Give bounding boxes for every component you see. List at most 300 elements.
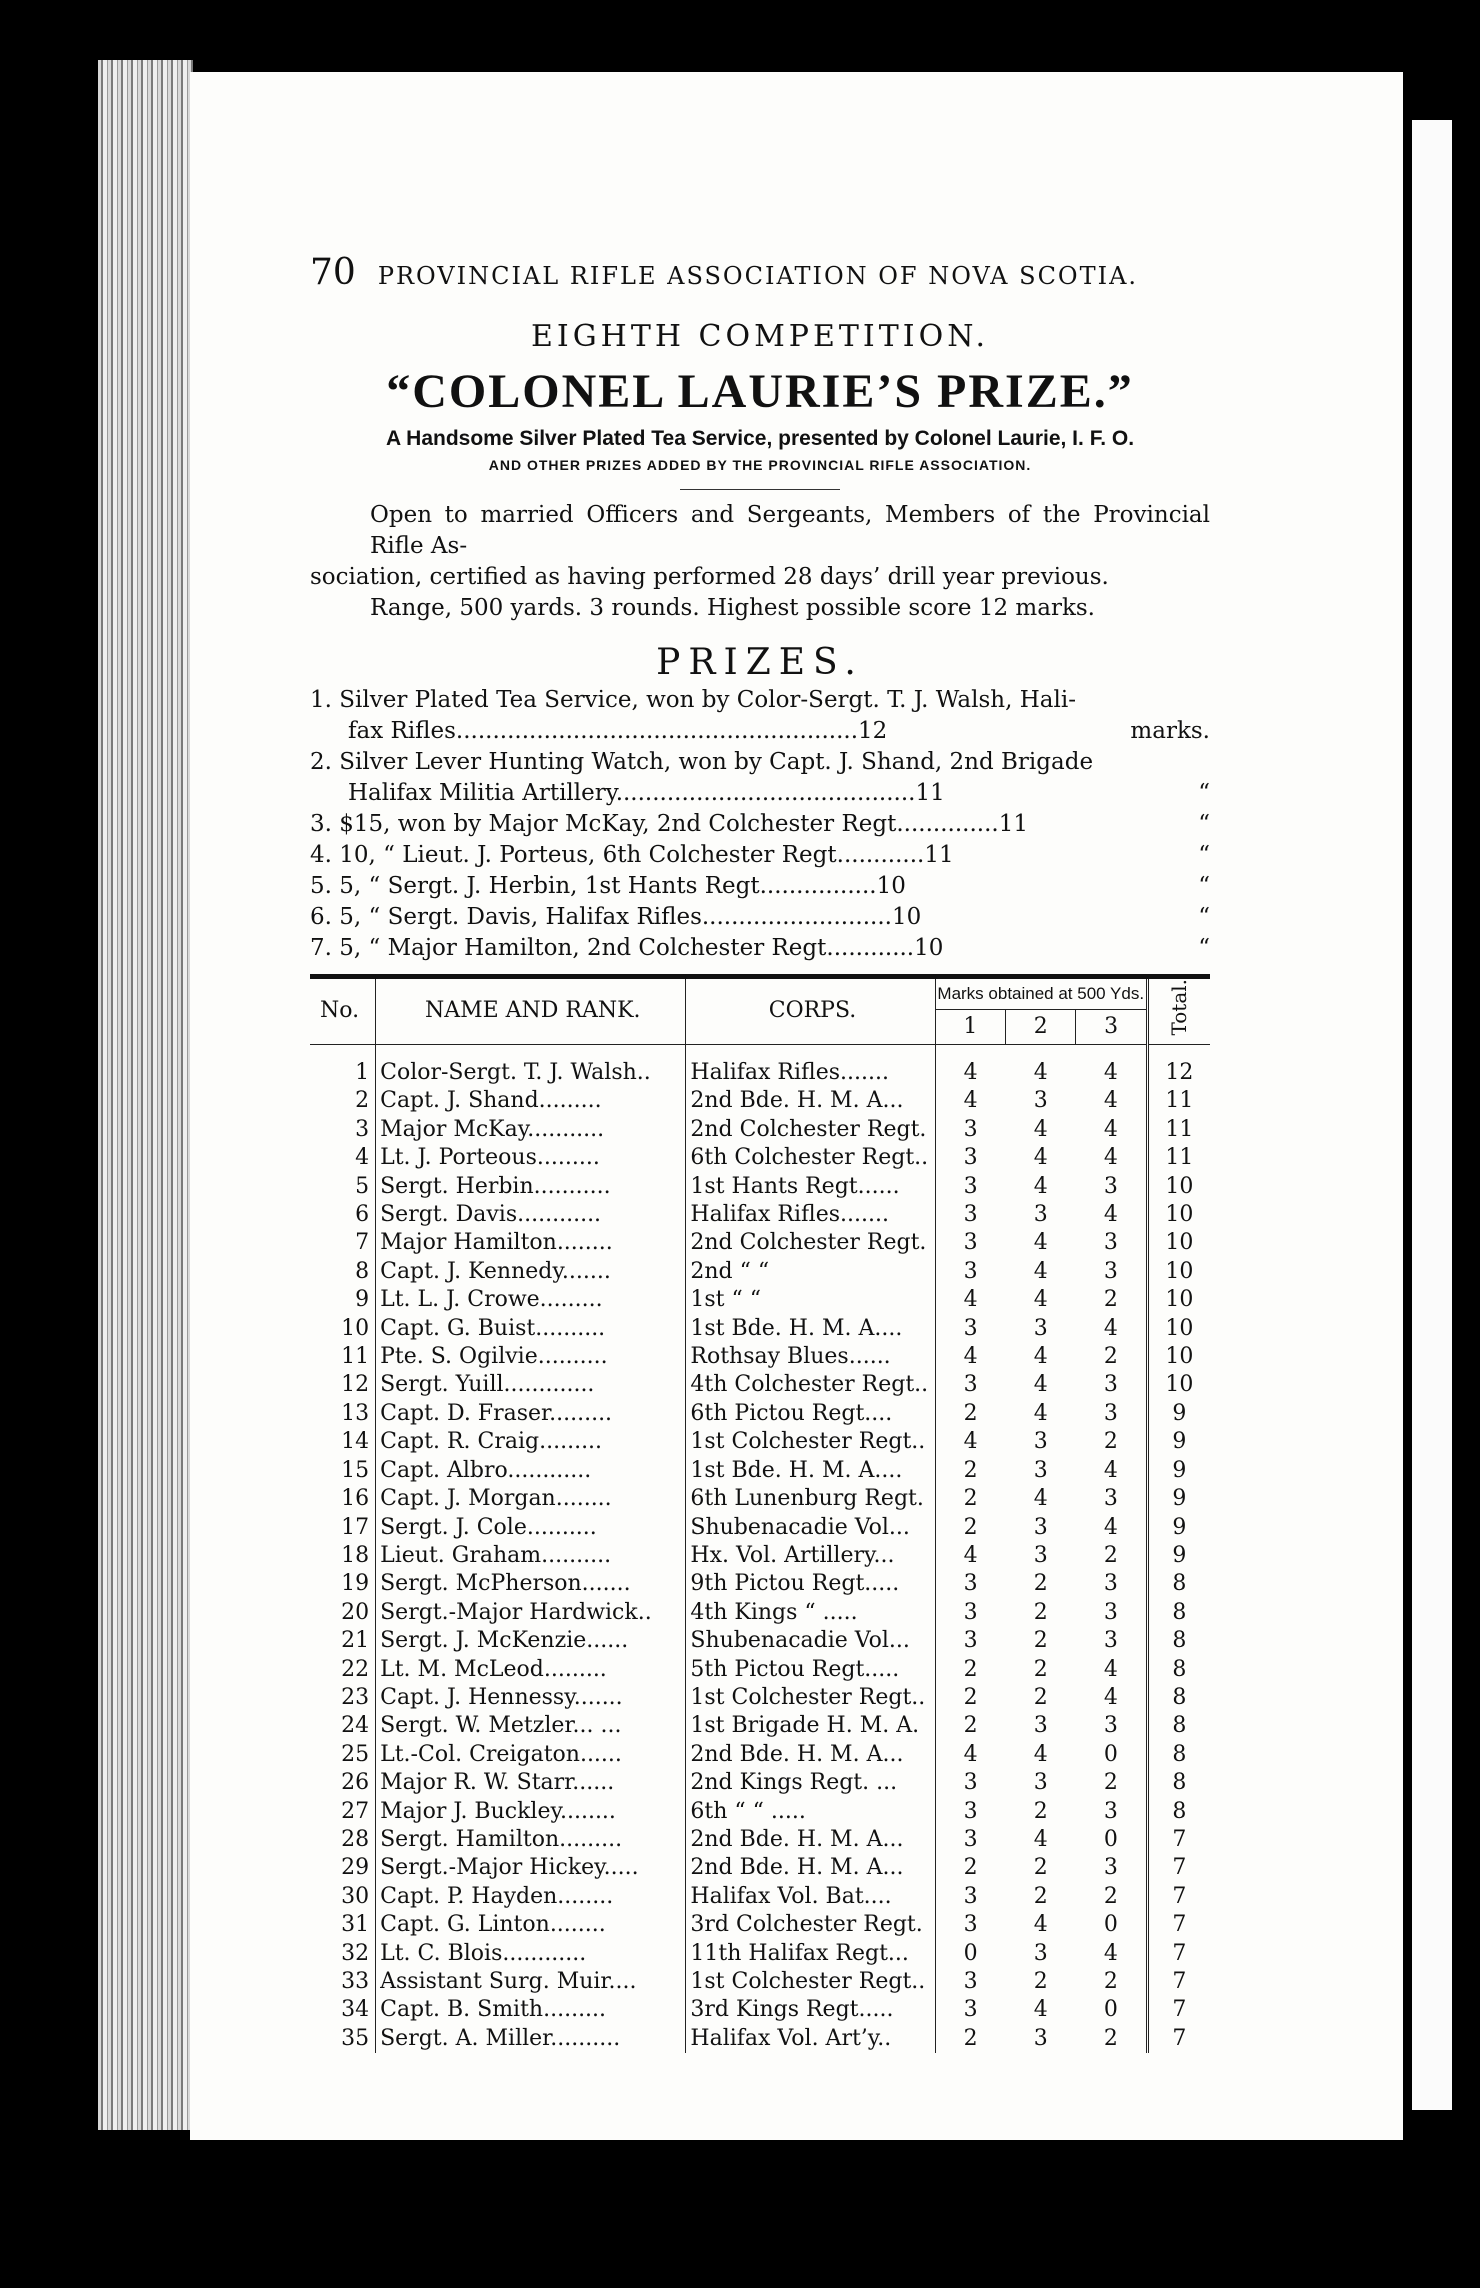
competitor-corps: 4th Colchester Regt.. xyxy=(686,1371,935,1399)
round-3-score: 4 xyxy=(1103,1145,1118,1171)
round-2-score: 3 xyxy=(1033,1457,1048,1483)
competitor-name: Major J. Buckley........ xyxy=(376,1798,686,1826)
row-number: 9 xyxy=(310,1286,376,1314)
competitor-corps: 1st “ “ xyxy=(686,1286,935,1314)
scores-body xyxy=(310,1045,1210,2054)
round-2-score: 4 xyxy=(1033,1741,1048,1767)
scores-table xyxy=(310,979,1210,2053)
row-number: 1 xyxy=(310,1045,376,1088)
table-row xyxy=(310,1229,1210,1257)
round-1-score: 3 xyxy=(963,1883,978,1909)
total-score: 9 xyxy=(1147,1428,1210,1456)
round-3-score: 4 xyxy=(1103,1315,1118,1341)
round-3-score: 3 xyxy=(1103,1713,1118,1739)
round-1-score: 2 xyxy=(963,1457,978,1483)
round-2-score: 4 xyxy=(1033,1258,1048,1284)
prize-line: 3. $15, won by Major McKay, 2nd Colchester Regt..............11 “ xyxy=(310,811,1210,837)
competitor-corps: Hx. Vol. Artillery... xyxy=(686,1542,935,1570)
competitor-corps: 1st Colchester Regt.. xyxy=(686,1968,935,1996)
round-2-score: 3 xyxy=(1033,1514,1048,1540)
competitor-name: Major R. W. Starr...... xyxy=(376,1769,686,1797)
round-1-score: 4 xyxy=(963,1542,978,1568)
running-header xyxy=(310,252,1210,293)
competitor-name: Assistant Surg. Muir.... xyxy=(376,1968,686,1996)
round-1-score: 4 xyxy=(963,1741,978,1767)
page-content xyxy=(310,252,1210,2053)
running-title: PROVINCIAL RIFLE ASSOCIATION OF NOVA SCOTIA. xyxy=(377,262,1139,290)
round-2-score: 2 xyxy=(1033,1883,1048,1909)
total-label: Total. xyxy=(1167,979,1192,1036)
round-2-score: 4 xyxy=(1033,1486,1048,1512)
competitor-name: Sergt. Herbin........... xyxy=(376,1173,686,1201)
round-2-score: 4 xyxy=(1033,1372,1048,1398)
table-row xyxy=(310,1087,1210,1115)
round-1-score: 2 xyxy=(963,1855,978,1881)
total-score: 8 xyxy=(1147,1741,1210,1769)
table-row xyxy=(310,1144,1210,1172)
table-row xyxy=(310,1854,1210,1882)
row-number: 16 xyxy=(310,1485,376,1513)
round-3-score: 4 xyxy=(1103,1656,1118,1682)
round-1-score: 4 xyxy=(963,1060,978,1085)
round-3-score: 3 xyxy=(1103,1258,1118,1284)
competitor-corps: 2nd Bde. H. M. A... xyxy=(686,1826,935,1854)
prize-line: 1. Silver Plated Tea Service, won by Color-Sergt. T. J. Walsh, Hali- xyxy=(310,687,1076,713)
competitor-corps: 1st Bde. H. M. A.... xyxy=(686,1457,935,1485)
round-2-score: 3 xyxy=(1033,1429,1048,1455)
prizes-heading: PRIZES. xyxy=(656,642,864,683)
round-1-score: 4 xyxy=(963,1429,978,1455)
row-number: 3 xyxy=(310,1116,376,1144)
round-1-score: 3 xyxy=(963,1145,978,1171)
round-1-score: 2 xyxy=(963,1514,978,1540)
row-number: 28 xyxy=(310,1826,376,1854)
round-1-score: 3 xyxy=(963,1258,978,1284)
table-row xyxy=(310,1798,1210,1826)
competition-heading: EIGHTH COMPETITION. xyxy=(530,319,990,354)
competitor-corps: 2nd Colchester Regt. xyxy=(686,1116,935,1144)
total-score: 10 xyxy=(1147,1173,1210,1201)
row-number: 26 xyxy=(310,1769,376,1797)
round-3-score: 2 xyxy=(1103,1287,1118,1313)
row-number: 15 xyxy=(310,1457,376,1485)
table-row xyxy=(310,2025,1210,2053)
round-1-score: 3 xyxy=(963,1202,978,1228)
row-number: 30 xyxy=(310,1883,376,1911)
competitor-corps: 2nd Bde. H. M. A... xyxy=(686,1741,935,1769)
total-score: 7 xyxy=(1147,1968,1210,1996)
competitor-name: Sergt. Hamilton......... xyxy=(376,1826,686,1854)
round-2-score: 4 xyxy=(1033,1997,1048,2023)
round-3-score: 4 xyxy=(1103,1202,1118,1228)
competitor-name: Lt.-Col. Creigaton...... xyxy=(376,1741,686,1769)
table-row xyxy=(310,1343,1210,1371)
competitor-name: Sergt. Davis............ xyxy=(376,1201,686,1229)
competitor-name: Major McKay........... xyxy=(376,1116,686,1144)
row-number: 31 xyxy=(310,1911,376,1939)
round-3-score: 2 xyxy=(1103,1883,1118,1909)
divider xyxy=(680,489,840,490)
competitor-name: Lieut. Graham.......... xyxy=(376,1542,686,1570)
row-number: 32 xyxy=(310,1940,376,1968)
round-1-score: 3 xyxy=(963,1116,978,1142)
table-row xyxy=(310,1258,1210,1286)
round-3-score: 2 xyxy=(1103,2025,1118,2051)
competitor-corps: 6th Colchester Regt.. xyxy=(686,1144,935,1172)
row-number: 11 xyxy=(310,1343,376,1371)
prize-line: 6. 5, “ Sergt. Davis, Halifax Rifles..........................10 “ xyxy=(310,904,1210,930)
row-number: 22 xyxy=(310,1656,376,1684)
round-2-score: 4 xyxy=(1033,1912,1048,1938)
round-2-score: 3 xyxy=(1033,1940,1048,1966)
prize-line: fax Rifles.......................................................12 marks. xyxy=(348,718,1210,744)
competitor-name: Capt. B. Smith......... xyxy=(376,1996,686,2024)
row-number: 21 xyxy=(310,1627,376,1655)
round-1-score: 3 xyxy=(963,1315,978,1341)
round-3-score: 3 xyxy=(1103,1486,1118,1512)
total-score: 11 xyxy=(1147,1144,1210,1172)
row-number: 10 xyxy=(310,1315,376,1343)
table-row xyxy=(310,1514,1210,1542)
competitor-name: Capt. R. Craig......... xyxy=(376,1428,686,1456)
round-3-score: 2 xyxy=(1103,1969,1118,1994)
total-score: 11 xyxy=(1147,1116,1210,1144)
competitor-name: Capt. Albro............ xyxy=(376,1457,686,1485)
row-number: 24 xyxy=(310,1712,376,1740)
total-score: 10 xyxy=(1147,1371,1210,1399)
row-number: 13 xyxy=(310,1400,376,1428)
competitor-corps: 2nd Kings Regt. ... xyxy=(686,1769,935,1797)
round-2-score: 2 xyxy=(1033,1684,1048,1710)
competitor-name: Capt. J. Morgan........ xyxy=(376,1485,686,1513)
row-number: 2 xyxy=(310,1087,376,1115)
table-row xyxy=(310,1911,1210,1939)
round-3-score: 4 xyxy=(1103,1060,1118,1085)
prize-line: 5. 5, “ Sergt. J. Herbin, 1st Hants Regt................10 “ xyxy=(310,873,1210,899)
round-2-score: 3 xyxy=(1033,1315,1048,1341)
competitor-corps: 1st Bde. H. M. A.... xyxy=(686,1315,935,1343)
table-row xyxy=(310,1684,1210,1712)
round-3-score: 0 xyxy=(1103,1826,1118,1852)
table-row xyxy=(310,1116,1210,1144)
competitor-corps: Halifax Vol. Art’y.. xyxy=(686,2025,935,2053)
competitor-corps: 3rd Kings Regt..... xyxy=(686,1996,935,2024)
round-2-score: 4 xyxy=(1033,1400,1048,1426)
round-1-score: 3 xyxy=(963,1770,978,1796)
total-score: 10 xyxy=(1147,1315,1210,1343)
table-row xyxy=(310,1968,1210,1996)
conditions-line: sociation, certified as having performed 28 days’ drill year previous. xyxy=(310,564,1109,590)
round-1-score: 3 xyxy=(963,1969,978,1994)
table-row xyxy=(310,1570,1210,1598)
round-3-score: 3 xyxy=(1103,1855,1118,1881)
round-3-score: 3 xyxy=(1103,1798,1118,1824)
total-score: 8 xyxy=(1147,1712,1210,1740)
round-1-score: 3 xyxy=(963,1571,978,1597)
round-2-score: 4 xyxy=(1033,1060,1048,1085)
competitor-name: Capt. J. Hennessy....... xyxy=(376,1684,686,1712)
competitor-corps: Shubenacadie Vol... xyxy=(686,1514,935,1542)
round-1-score: 3 xyxy=(963,1997,978,2023)
round-2-score: 2 xyxy=(1033,1855,1048,1881)
total-score: 12 xyxy=(1147,1045,1210,1088)
competitor-corps: 2nd “ “ xyxy=(686,1258,935,1286)
round-3-score: 4 xyxy=(1103,1116,1118,1142)
round-3-score: 3 xyxy=(1103,1372,1118,1398)
competitor-name: Capt. P. Hayden........ xyxy=(376,1883,686,1911)
total-score: 9 xyxy=(1147,1542,1210,1570)
prize-line: 7. 5, “ Major Hamilton, 2nd Colchester Regt............10 “ xyxy=(310,935,1210,961)
competitor-name: Sergt. McPherson....... xyxy=(376,1570,686,1598)
competitor-corps: 6th Pictou Regt.... xyxy=(686,1400,935,1428)
round-1-score: 2 xyxy=(963,1400,978,1426)
round-2-score: 3 xyxy=(1033,1202,1048,1228)
table-row xyxy=(310,1826,1210,1854)
row-number: 29 xyxy=(310,1854,376,1882)
col-header-round-2: 2 xyxy=(1006,1010,1076,1045)
competitor-corps: 3rd Colchester Regt. xyxy=(686,1911,935,1939)
total-score: 7 xyxy=(1147,1996,1210,2024)
row-number: 6 xyxy=(310,1201,376,1229)
col-header-total xyxy=(1147,979,1210,1045)
prize-line: Halifax Militia Artillery.........................................11 “ xyxy=(348,780,1210,806)
competitor-name: Capt. J. Shand......... xyxy=(376,1087,686,1115)
competitor-name: Capt. J. Kennedy....... xyxy=(376,1258,686,1286)
round-1-score: 3 xyxy=(963,1628,978,1654)
table-row xyxy=(310,1627,1210,1655)
round-1-score: 2 xyxy=(963,1486,978,1512)
round-2-score: 2 xyxy=(1033,1969,1048,1994)
row-number: 17 xyxy=(310,1514,376,1542)
round-1-score: 3 xyxy=(963,1372,978,1398)
table-row xyxy=(310,1201,1210,1229)
competitor-corps: 4th Kings “ ..... xyxy=(686,1599,935,1627)
competitor-corps: 1st Colchester Regt.. xyxy=(686,1428,935,1456)
competitor-name: Lt. L. J. Crowe......... xyxy=(376,1286,686,1314)
table-row xyxy=(310,1656,1210,1684)
round-3-score: 0 xyxy=(1103,1741,1118,1767)
row-number: 19 xyxy=(310,1570,376,1598)
competitor-corps: 9th Pictou Regt..... xyxy=(686,1570,935,1598)
total-score: 10 xyxy=(1147,1258,1210,1286)
row-number: 20 xyxy=(310,1599,376,1627)
round-1-score: 3 xyxy=(963,1173,978,1199)
prize-list xyxy=(310,685,1210,964)
round-2-score: 2 xyxy=(1033,1656,1048,1682)
round-1-score: 4 xyxy=(963,1287,978,1313)
row-number: 4 xyxy=(310,1144,376,1172)
round-2-score: 4 xyxy=(1033,1287,1048,1313)
total-score: 10 xyxy=(1147,1343,1210,1371)
prize-description-2: AND OTHER PRIZES ADDED BY THE PROVINCIAL RIFLE ASSOCIATION. xyxy=(488,457,1032,473)
col-header-round-3: 3 xyxy=(1076,1010,1147,1045)
total-score: 9 xyxy=(1147,1400,1210,1428)
prize-description: A Handsome Silver Plated Tea Service, presented by Colonel Laurie, I. F. O. xyxy=(385,427,1135,450)
col-header-no: No. xyxy=(310,979,376,1045)
competitor-corps: 2nd Bde. H. M. A... xyxy=(686,1087,935,1115)
competitor-corps: Rothsay Blues...... xyxy=(686,1343,935,1371)
round-1-score: 4 xyxy=(963,1088,978,1114)
table-row xyxy=(310,1996,1210,2024)
competitor-name: Lt. J. Porteous......... xyxy=(376,1144,686,1172)
competitor-name: Pte. S. Ogilvie.......... xyxy=(376,1343,686,1371)
round-2-score: 4 xyxy=(1033,1145,1048,1171)
competitor-corps: 1st Brigade H. M. A. xyxy=(686,1712,935,1740)
competitor-name: Lt. M. McLeod......... xyxy=(376,1656,686,1684)
round-3-score: 3 xyxy=(1103,1599,1118,1625)
total-score: 8 xyxy=(1147,1599,1210,1627)
conditions-paragraph xyxy=(310,500,1210,624)
row-number: 34 xyxy=(310,1996,376,2024)
round-3-score: 0 xyxy=(1103,1912,1118,1938)
competitor-name: Sergt. J. McKenzie...... xyxy=(376,1627,686,1655)
col-header-round-1: 1 xyxy=(935,1010,1005,1045)
prize-line: 4. 10, “ Lieut. J. Porteus, 6th Colchester Regt............11 “ xyxy=(310,842,1210,868)
round-1-score: 2 xyxy=(963,1684,978,1710)
row-number: 8 xyxy=(310,1258,376,1286)
table-row xyxy=(310,1741,1210,1769)
competitor-name: Color-Sergt. T. J. Walsh.. xyxy=(376,1045,686,1088)
conditions-line: Range, 500 yards. 3 rounds. Highest possible score 12 marks. xyxy=(370,595,1095,621)
round-3-score: 4 xyxy=(1103,1684,1118,1710)
col-header-name: NAME AND RANK. xyxy=(376,979,686,1045)
round-3-score: 2 xyxy=(1103,1770,1118,1796)
table-row xyxy=(310,1599,1210,1627)
round-2-score: 2 xyxy=(1033,1571,1048,1597)
table-row xyxy=(310,1428,1210,1456)
round-1-score: 2 xyxy=(963,1656,978,1682)
competitor-name: Major Hamilton........ xyxy=(376,1229,686,1257)
round-2-score: 2 xyxy=(1033,1798,1048,1824)
total-score: 7 xyxy=(1147,2025,1210,2053)
round-1-score: 2 xyxy=(963,2025,978,2051)
row-number: 7 xyxy=(310,1229,376,1257)
round-1-score: 2 xyxy=(963,1713,978,1739)
competitor-name: Capt. G. Buist.......... xyxy=(376,1315,686,1343)
round-2-score: 3 xyxy=(1033,1088,1048,1114)
round-2-score: 3 xyxy=(1033,1713,1048,1739)
round-3-score: 3 xyxy=(1103,1230,1118,1256)
round-2-score: 4 xyxy=(1033,1116,1048,1142)
competitor-name: Sergt. A. Miller.......... xyxy=(376,2025,686,2053)
round-3-score: 4 xyxy=(1103,1940,1118,1966)
round-1-score: 3 xyxy=(963,1230,978,1256)
total-score: 10 xyxy=(1147,1286,1210,1314)
col-header-marks: Marks obtained at 500 Yds. xyxy=(935,979,1147,1010)
table-row xyxy=(310,1485,1210,1513)
round-3-score: 2 xyxy=(1103,1344,1118,1370)
round-1-score: 3 xyxy=(963,1826,978,1852)
competitor-name: Capt. D. Fraser......... xyxy=(376,1400,686,1428)
round-2-score: 2 xyxy=(1033,1628,1048,1654)
table-row xyxy=(310,1940,1210,1968)
row-number: 12 xyxy=(310,1371,376,1399)
table-row xyxy=(310,1400,1210,1428)
round-1-score: 3 xyxy=(963,1798,978,1824)
facing-page-edge xyxy=(1412,120,1452,2110)
row-number: 18 xyxy=(310,1542,376,1570)
total-score: 8 xyxy=(1147,1798,1210,1826)
total-score: 11 xyxy=(1147,1087,1210,1115)
total-score: 8 xyxy=(1147,1769,1210,1797)
competitor-corps: 11th Halifax Regt... xyxy=(686,1940,935,1968)
page-number: 70 xyxy=(310,252,356,293)
row-number: 33 xyxy=(310,1968,376,1996)
competitor-corps: Halifax Rifles....... xyxy=(686,1201,935,1229)
row-number: 27 xyxy=(310,1798,376,1826)
total-score: 8 xyxy=(1147,1656,1210,1684)
round-2-score: 2 xyxy=(1033,1599,1048,1625)
round-3-score: 4 xyxy=(1103,1457,1118,1483)
row-number: 35 xyxy=(310,2025,376,2053)
round-3-score: 4 xyxy=(1103,1088,1118,1114)
competitor-corps: 1st Hants Regt...... xyxy=(686,1173,935,1201)
round-1-score: 0 xyxy=(963,1940,978,1966)
total-score: 9 xyxy=(1147,1457,1210,1485)
round-1-score: 4 xyxy=(963,1344,978,1370)
round-1-score: 3 xyxy=(963,1599,978,1625)
prize-title: “COLONEL LAURIE’S PRIZE.” xyxy=(386,365,1134,418)
row-number: 23 xyxy=(310,1684,376,1712)
total-score: 7 xyxy=(1147,1911,1210,1939)
table-row xyxy=(310,1173,1210,1201)
total-score: 7 xyxy=(1147,1854,1210,1882)
competitor-corps: 2nd Colchester Regt. xyxy=(686,1229,935,1257)
competitor-name: Sergt.-Major Hardwick.. xyxy=(376,1599,686,1627)
competitor-corps: 6th Lunenburg Regt. xyxy=(686,1485,935,1513)
competitor-name: Sergt. Yuill............. xyxy=(376,1371,686,1399)
round-2-score: 4 xyxy=(1033,1344,1048,1370)
row-number: 25 xyxy=(310,1741,376,1769)
competitor-corps: 2nd Bde. H. M. A... xyxy=(686,1854,935,1882)
table-row xyxy=(310,1883,1210,1911)
total-score: 9 xyxy=(1147,1485,1210,1513)
total-score: 7 xyxy=(1147,1826,1210,1854)
table-row xyxy=(310,1315,1210,1343)
round-2-score: 4 xyxy=(1033,1173,1048,1199)
competitor-name: Sergt.-Major Hickey..... xyxy=(376,1854,686,1882)
prize-line: 2. Silver Lever Hunting Watch, won by Capt. J. Shand, 2nd Brigade xyxy=(310,749,1094,775)
round-2-score: 3 xyxy=(1033,1542,1048,1568)
round-3-score: 3 xyxy=(1103,1400,1118,1426)
round-3-score: 2 xyxy=(1103,1429,1118,1455)
competitor-corps: Halifax Rifles....... xyxy=(686,1045,935,1088)
table-row xyxy=(310,1371,1210,1399)
row-number: 14 xyxy=(310,1428,376,1456)
round-3-score: 0 xyxy=(1103,1997,1118,2023)
round-3-score: 3 xyxy=(1103,1173,1118,1199)
total-score: 8 xyxy=(1147,1570,1210,1598)
table-row xyxy=(310,1286,1210,1314)
total-score: 7 xyxy=(1147,1940,1210,1968)
round-2-score: 3 xyxy=(1033,1770,1048,1796)
competitor-name: Lt. C. Blois............ xyxy=(376,1940,686,1968)
total-score: 7 xyxy=(1147,1883,1210,1911)
competitor-corps: Shubenacadie Vol... xyxy=(686,1627,935,1655)
round-3-score: 3 xyxy=(1103,1628,1118,1654)
book-page-edges xyxy=(98,60,193,2130)
total-score: 10 xyxy=(1147,1229,1210,1257)
row-number: 5 xyxy=(310,1173,376,1201)
competitor-corps: 1st Colchester Regt.. xyxy=(686,1684,935,1712)
table-row xyxy=(310,1542,1210,1570)
total-score: 9 xyxy=(1147,1514,1210,1542)
round-3-score: 2 xyxy=(1103,1542,1118,1568)
total-score: 10 xyxy=(1147,1201,1210,1229)
col-header-corps: CORPS. xyxy=(686,979,935,1045)
competitor-name: Sergt. J. Cole.......... xyxy=(376,1514,686,1542)
total-score: 8 xyxy=(1147,1684,1210,1712)
